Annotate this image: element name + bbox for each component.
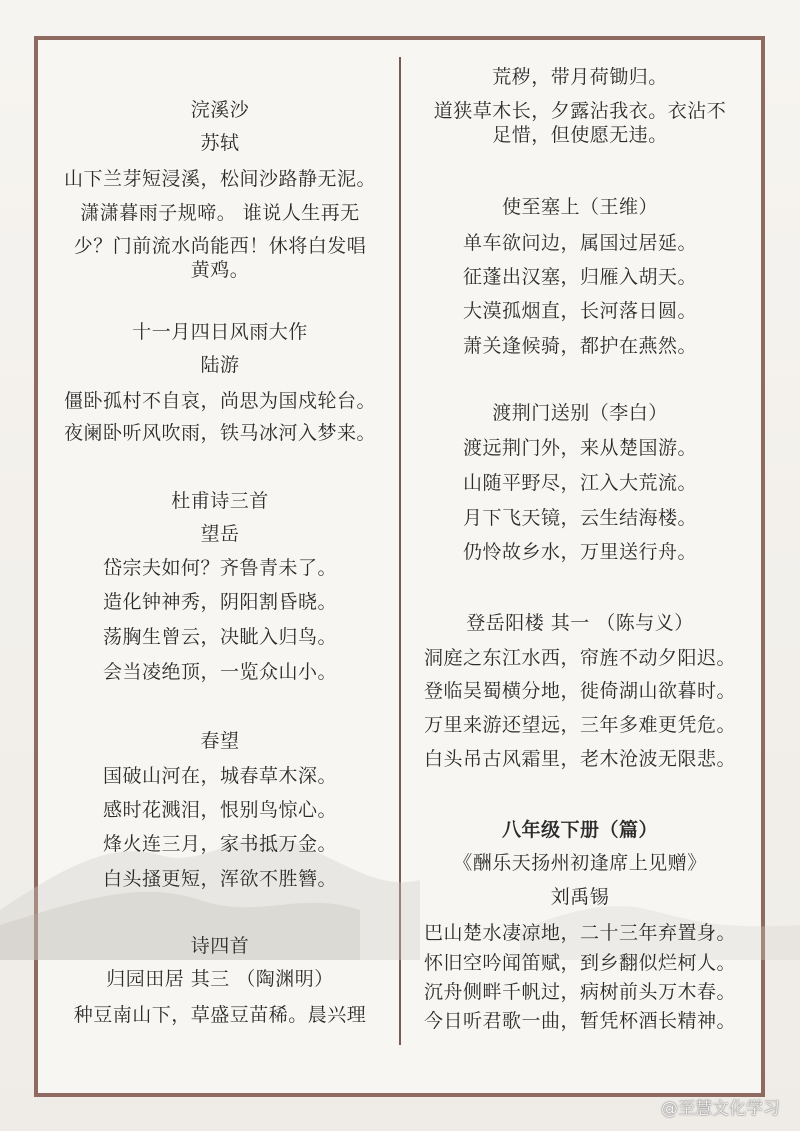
poem-line: 月下飞天镜，云生结海楼。 bbox=[462, 507, 697, 529]
section-heading: 杜甫诗三首 bbox=[171, 490, 269, 512]
poem-line: 巴山楚水凄凉地，二十三年弃置身。 bbox=[423, 922, 736, 944]
poem-line: 烽火连三月，家书抵万金。 bbox=[102, 833, 337, 855]
poem-line: 今日听君歌一曲，暂凭杯酒长精神。 bbox=[423, 1010, 736, 1032]
poem-line: 渡远荆门外，来从楚国游。 bbox=[462, 437, 697, 459]
poem-title: 渡荆门送别（李白） bbox=[492, 402, 668, 424]
poem-line: 道狭草木长，夕露沾我衣。衣沾不 bbox=[433, 100, 727, 122]
poem-line: 夜阑卧听风吹雨，铁马冰河入梦来。 bbox=[63, 422, 376, 444]
poem-title: 十一月四日风雨大作 bbox=[132, 321, 308, 343]
poem-title: 归园田居 其三 （陶渊明） bbox=[106, 968, 334, 990]
poem-line: 潇潇暮雨子规啼。 谁说人生再无 bbox=[80, 202, 360, 224]
poem-line: 僵卧孤村不自哀，尚思为国戍轮台。 bbox=[63, 390, 376, 412]
poem-line: 种豆南山下，草盛豆苗稀。晨兴理 bbox=[73, 1004, 367, 1026]
section-heading: 诗四首 bbox=[190, 935, 250, 957]
poem-line: 白头搔更短，浑欲不胜簪。 bbox=[102, 868, 337, 890]
grade-section-heading: 八年级下册（篇） bbox=[501, 819, 658, 841]
poem-line: 足惜，但使愿无违。 bbox=[492, 124, 668, 146]
poem-line: 登临吴蜀横分地，徙倚湖山欲暮时。 bbox=[423, 680, 736, 702]
poem-line: 单车欲问边，属国过居延。 bbox=[462, 232, 697, 254]
poem-title: 春望 bbox=[200, 730, 240, 752]
poem-author: 苏轼 bbox=[200, 132, 240, 154]
poem-author: 陆游 bbox=[200, 354, 240, 376]
poem-line: 会当凌绝顶，一览众山小。 bbox=[102, 661, 337, 683]
poem-line: 国破山河在，城春草木深。 bbox=[102, 765, 337, 787]
poem-line: 洞庭之东江水西，帘旌不动夕阳迟。 bbox=[423, 647, 736, 669]
poem-line: 山随平野尽，江入大荒流。 bbox=[462, 472, 697, 494]
poem-line: 征蓬出汉塞，归雁入胡天。 bbox=[462, 266, 697, 288]
poem-title: 登岳阳楼 其一 （陈与义） bbox=[466, 612, 694, 634]
poem-line: 怀旧空吟闻笛赋，到乡翻似烂柯人。 bbox=[423, 952, 736, 974]
poem-line: 白头吊古风霜里，老木沧波无限悲。 bbox=[423, 748, 736, 770]
poem-line: 沉舟侧畔千帆过，病树前头万木春。 bbox=[423, 981, 736, 1003]
poem-line: 山下兰芽短浸溪，松间沙路静无泥。 bbox=[63, 168, 376, 190]
poem-author: 刘禹锡 bbox=[550, 886, 610, 908]
poem-title: 使至塞上（王维） bbox=[501, 196, 658, 218]
poem-title: 《酬乐天扬州初逢席上见赠》 bbox=[453, 852, 707, 874]
poem-line: 岱宗夫如何？齐鲁青未了。 bbox=[102, 557, 337, 579]
poem-line: 仍怜故乡水，万里送行舟。 bbox=[462, 541, 697, 563]
poem-line: 大漠孤烟直，长河落日圆。 bbox=[462, 300, 697, 322]
watermark: @至慧文化学习 bbox=[661, 1099, 780, 1119]
poem-line: 黄鸡。 bbox=[190, 259, 250, 281]
poem-title: 望岳 bbox=[200, 523, 240, 545]
poem-line: 感时花溅泪，恨别鸟惊心。 bbox=[102, 799, 337, 821]
poem-line: 荒秽，带月荷锄归。 bbox=[492, 66, 668, 88]
poem-title: 浣溪沙 bbox=[190, 99, 250, 121]
poem-line: 少？门前流水尚能西！休将白发唱 bbox=[73, 235, 367, 257]
poem-line: 万里来游还望远，三年多难更凭危。 bbox=[423, 714, 736, 736]
poem-line: 萧关逢候骑，都护在燕然。 bbox=[462, 335, 697, 357]
poem-line: 荡胸生曾云，决眦入归鸟。 bbox=[102, 626, 337, 648]
poem-line: 造化钟神秀，阴阳割昏晓。 bbox=[102, 591, 337, 613]
column-divider bbox=[399, 57, 401, 1045]
